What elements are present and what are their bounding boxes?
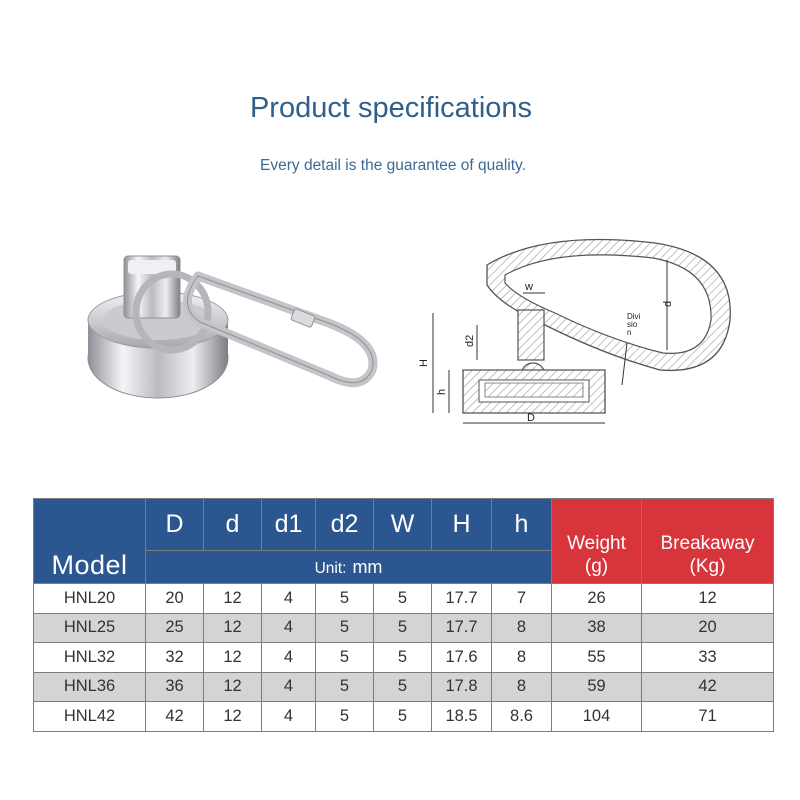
cell-H: 17.8 — [432, 672, 492, 702]
cell-h: 8 — [492, 613, 552, 643]
cell-weight: 104 — [552, 702, 642, 732]
cell-breakaway: 12 — [642, 584, 774, 614]
cell-d2: 5 — [316, 643, 374, 673]
header-model: Model — [34, 499, 146, 584]
label-H: H — [418, 359, 430, 367]
cell-model: HNL42 — [34, 702, 146, 732]
cell-d: 12 — [204, 643, 262, 673]
table-row — [34, 584, 774, 614]
header-H: H — [432, 499, 492, 551]
cell-breakaway: 42 — [642, 672, 774, 702]
header-weight: Weight (g) — [552, 499, 642, 584]
cell-weight: 38 — [552, 613, 642, 643]
cell-D: 20 — [146, 584, 204, 614]
cell-d: 12 — [204, 672, 262, 702]
cell-d1: 4 — [262, 702, 316, 732]
table-row — [34, 672, 774, 702]
cell-weight: 26 — [552, 584, 642, 614]
cell-H: 17.6 — [432, 643, 492, 673]
cell-h: 8 — [492, 643, 552, 673]
cell-breakaway: 71 — [642, 702, 774, 732]
cell-W: 5 — [374, 702, 432, 732]
label-division-1: Divi — [627, 312, 641, 321]
table-row — [34, 643, 774, 673]
cell-H: 18.5 — [432, 702, 492, 732]
cell-d: 12 — [204, 702, 262, 732]
header-h: h — [492, 499, 552, 551]
header-d: d — [204, 499, 262, 551]
cell-d1: 4 — [262, 643, 316, 673]
label-d2: d2 — [464, 334, 476, 347]
cell-d: 12 — [204, 584, 262, 614]
label-division-3: n — [627, 328, 632, 337]
cell-D: 42 — [146, 702, 204, 732]
cell-d1: 4 — [262, 672, 316, 702]
cell-D: 32 — [146, 643, 204, 673]
cell-D: 25 — [146, 613, 204, 643]
header-unit: Unit: mm — [146, 551, 552, 584]
cell-d1: 4 — [262, 613, 316, 643]
label-D: D — [527, 412, 535, 424]
cell-model: HNL32 — [34, 643, 146, 673]
header-D: D — [146, 499, 204, 551]
label-d: d — [662, 300, 674, 307]
cell-model: HNL20 — [34, 584, 146, 614]
product-photo — [80, 240, 400, 410]
cell-weight: 55 — [552, 643, 642, 673]
cell-breakaway: 33 — [642, 643, 774, 673]
label-w: w — [525, 281, 533, 293]
header-breakaway: Breakaway (Kg) — [642, 499, 774, 584]
spec-table — [33, 498, 774, 732]
cell-breakaway: 20 — [642, 613, 774, 643]
cell-d2: 5 — [316, 672, 374, 702]
cell-d: 12 — [204, 613, 262, 643]
cell-model: HNL25 — [34, 613, 146, 643]
cell-H: 17.7 — [432, 584, 492, 614]
cell-H: 17.7 — [432, 613, 492, 643]
page-title: Product specifications — [249, 92, 533, 124]
cell-h: 8.6 — [492, 702, 552, 732]
table-row — [34, 613, 774, 643]
header-d1: d1 — [262, 499, 316, 551]
cell-D: 36 — [146, 672, 204, 702]
cell-W: 5 — [374, 643, 432, 673]
cell-W: 5 — [374, 613, 432, 643]
cell-d2: 5 — [316, 584, 374, 614]
cell-weight: 59 — [552, 672, 642, 702]
cell-W: 5 — [374, 672, 432, 702]
label-division-2: sio — [627, 320, 638, 329]
technical-drawing — [405, 225, 750, 435]
cell-d1: 4 — [262, 584, 316, 614]
table-row — [34, 702, 774, 732]
cell-d2: 5 — [316, 702, 374, 732]
header-W: W — [374, 499, 432, 551]
header-d2: d2 — [316, 499, 374, 551]
cell-h: 8 — [492, 672, 552, 702]
cell-W: 5 — [374, 584, 432, 614]
cell-d2: 5 — [316, 613, 374, 643]
label-h: h — [436, 388, 448, 395]
page-subtitle: Every detail is the guarantee of quality. — [260, 157, 526, 174]
cell-model: HNL36 — [34, 672, 146, 702]
cell-h: 7 — [492, 584, 552, 614]
